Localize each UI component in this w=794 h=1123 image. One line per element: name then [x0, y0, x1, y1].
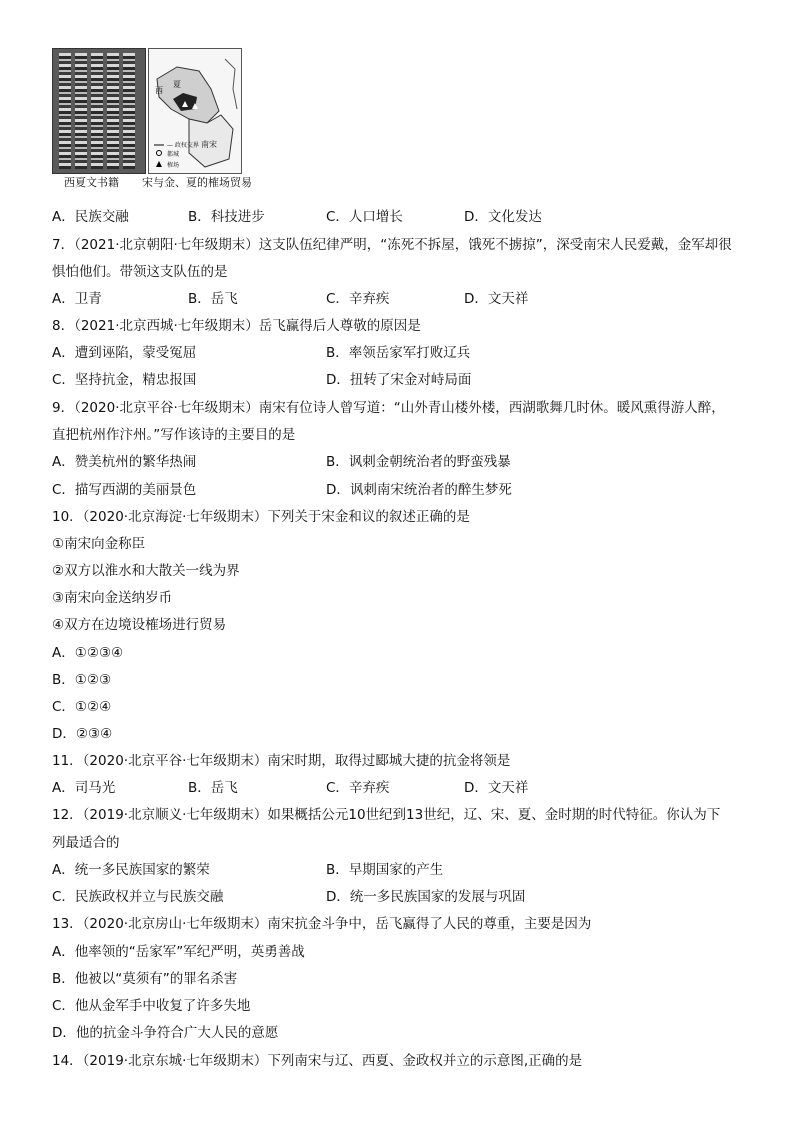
- q11-option-a: A．司马光: [52, 780, 116, 796]
- q12-option-b: B．早期国家的产生: [326, 862, 444, 878]
- q6-option-a: A．民族交融: [52, 209, 129, 225]
- q12-option-a: A．统一多民族国家的繁荣: [52, 862, 210, 878]
- map-label-song: 南宋: [201, 140, 217, 149]
- q10-item-1: ①南宋向金称臣: [52, 536, 146, 552]
- q13-stem: 13．（2020·北京房山·七年级期末）南宋抗金斗争中，岳飞赢得了人民的尊重，主要是因为: [52, 916, 592, 932]
- q9-option-a: A．赞美杭州的繁华热闹: [52, 454, 197, 470]
- q6-option-b: B．科技进步: [188, 209, 265, 225]
- q8-option-d: D．扭转了宋金对峙局面: [326, 372, 472, 388]
- q12-stem-line-2: 列最适合的: [52, 835, 120, 851]
- q11-option-c: C．辛弃疾: [326, 780, 390, 796]
- trade-map-image: [148, 48, 242, 174]
- q10-item-3: ③南宋向金送纳岁币: [52, 590, 173, 606]
- figure-caption-right: 宋与金、夏的榷场贸易: [142, 176, 252, 189]
- q10-item-2: ②双方以淮水和大散关一线为界: [52, 563, 240, 579]
- q12-option-d: D．统一多民族国家的发展与巩固: [326, 889, 526, 905]
- q11-stem: 11．（2020·北京平谷·七年级期末）南宋时期，取得过郾城大捷的抗金将领是: [52, 753, 511, 769]
- q10-option-c: C．①②④: [52, 699, 112, 715]
- xixia-book-image: [52, 48, 146, 174]
- q11-option-d: D．文天祥: [464, 780, 529, 796]
- q7-option-d: D．文天祥: [464, 291, 529, 307]
- q11-option-b: B．岳飞: [188, 780, 238, 796]
- map-legend-border: — 政权交界: [167, 142, 199, 149]
- q6-option-c: C．人口增长: [326, 209, 403, 225]
- q14-stem: 14．（2019·北京东城·七年级期末）下列南宋与辽、西夏、金政权并立的示意图,正确的是: [52, 1053, 583, 1069]
- q8-stem: 8．（2021·北京西城·七年级期末）岳飞赢得后人尊敬的原因是: [52, 318, 421, 334]
- q7-option-c: C．辛弃疾: [326, 291, 390, 307]
- map-legend-city: 都城: [167, 151, 180, 158]
- q9-option-c: C．描写西湖的美丽景色: [52, 482, 197, 498]
- q13-option-a: A．他率领的“岳家军”军纪严明，英勇善战: [52, 944, 305, 960]
- q8-option-c: C．坚持抗金，精忠报国: [52, 372, 197, 388]
- q13-option-b: B．他被以“莫须有”的罪名杀害: [52, 971, 238, 987]
- figure-caption-left: 西夏文书籍: [64, 176, 119, 189]
- q8-option-b: B．率领岳家军打败辽兵: [326, 345, 471, 361]
- map-label-xia: 夏: [173, 80, 181, 89]
- q10-option-b: B．①②③: [52, 672, 112, 688]
- question-figure: [52, 48, 242, 174]
- q12-option-c: C．民族政权并立与民族交融: [52, 889, 224, 905]
- q7-stem-line-1: 7．（2021·北京朝阳·七年级期末）这支队伍纪律严明，“冻死不拆屋，饿死不掳掠”，深受南宋人民爱戴，金军却很: [52, 237, 732, 253]
- map-legend-market: 榷场: [167, 162, 180, 169]
- q13-option-d: D．他的抗金斗争符合广大人民的意愿: [52, 1025, 279, 1041]
- q10-stem: 10．（2020·北京海淀·七年级期末）下列关于宋金和议的叙述正确的是: [52, 509, 470, 525]
- q13-option-c: C．他从金军手中收复了许多失地: [52, 998, 251, 1014]
- q7-option-b: B．岳飞: [188, 291, 238, 307]
- q9-option-b: B．讽刺金朝统治者的野蛮残暴: [326, 454, 511, 470]
- map-label-west: 西: [155, 86, 163, 95]
- q12-stem-line-1: 12．（2019·北京顺义·七年级期末）如果概括公元10世纪到13世纪，辽、宋、夏、金时期的时代特征。你认为下: [52, 807, 721, 823]
- q9-stem-line-2: 直把杭州作汴州。”写作该诗的主要目的是: [52, 427, 296, 443]
- q7-option-a: A．卫青: [52, 291, 102, 307]
- q7-stem-line-2: 惧怕他们。带领这支队伍的是: [52, 264, 228, 280]
- q10-option-d: D．②③④: [52, 726, 113, 742]
- q6-option-d: D．文化发达: [464, 209, 542, 225]
- q10-option-a: A．①②③④: [52, 645, 124, 661]
- q9-stem-line-1: 9．（2020·北京平谷·七年级期末）南宋有位诗人曾写道：“山外青山楼外楼，西湖歌舞几时休。暖风熏得游人醉，: [52, 400, 725, 416]
- q9-option-d: D．讽刺南宋统治者的醉生梦死: [326, 482, 512, 498]
- q10-item-4: ④双方在边境设榷场进行贸易: [52, 617, 227, 633]
- q8-option-a: A．遭到诬陷，蒙受冤屈: [52, 345, 197, 361]
